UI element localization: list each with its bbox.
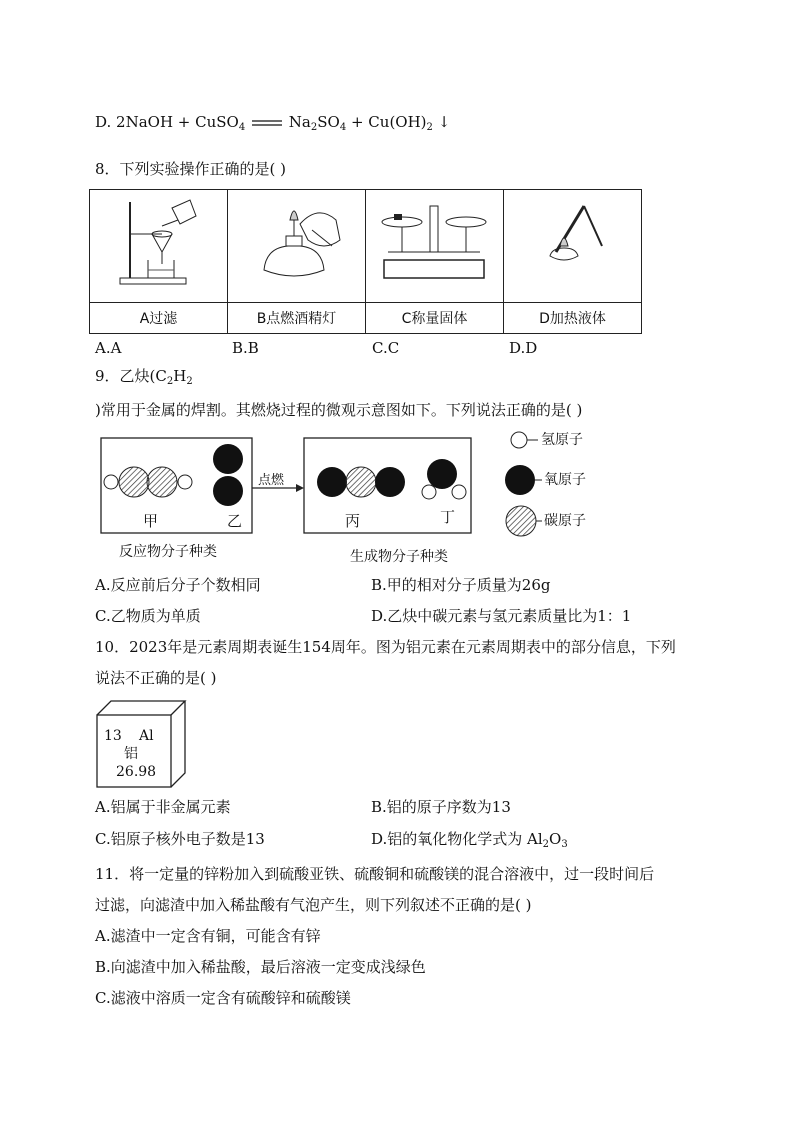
caption-d: D加热液体 (504, 303, 642, 334)
product-ding-label: 丁 (440, 508, 456, 526)
q11-stem-line2: 过滤，向滤渣中加入稀盐酸有气泡产生，则下列叙述不正确的是( ) (95, 896, 532, 914)
legend-oxygen: 氧原子 (544, 472, 586, 488)
formula-sub: 2 (542, 839, 550, 850)
stem-sub: 2 (186, 376, 193, 387)
precipitate-arrow: ↓ (437, 113, 451, 131)
q9-stem-line2: )常用于金属的焊割。其燃烧过程的微观示意图如下。下列说法正确的是( ) (95, 401, 583, 419)
stem-text: 9．乙炔(C (95, 367, 167, 385)
q10-option-c: C.铝原子核外电子数是13 (95, 830, 265, 848)
atomic-number: 13 (104, 728, 122, 744)
eq-rhs-a: Na (288, 113, 311, 131)
eq-rhs-b: + Cu(OH) (346, 113, 427, 131)
q10-stem-line1: 10．2023年是元素周期表诞生154周年。图为铝元素在元素周期表中的部分信息，下列 (95, 638, 676, 656)
q11-option-b: B.向滤渣中加入稀盐酸，最后溶液一定变成浅绿色 (95, 958, 426, 976)
caption-a: A过滤 (90, 303, 228, 334)
element-symbol: Al (139, 728, 154, 744)
eq-sub: 2 (310, 122, 318, 133)
q9-option-c: C.乙物质为单质 (95, 607, 201, 625)
q11-option-c: C.滤液中溶质一定含有硫酸锌和硫酸镁 (95, 989, 351, 1007)
q9-option-b: B.甲的相对分子质量为26g (371, 576, 551, 594)
stem-sub: 2 (166, 376, 174, 387)
eq-sub: 4 (339, 122, 347, 133)
q9-option-d: D.乙炔中碳元素与氢元素质量比为1：1 (371, 607, 632, 625)
q8-choice-d: D.D (509, 339, 538, 357)
q10-option-d (371, 829, 568, 855)
legend-hydrogen: 氢原子 (541, 432, 583, 448)
eq-lhs: 2NaOH + CuSO (116, 113, 239, 131)
q10-option-b: B.铝的原子序数为13 (371, 798, 511, 816)
option-label: D. (95, 113, 112, 131)
eq-sub: 2 (426, 122, 433, 133)
caption-b: B点燃酒精灯 (228, 303, 366, 334)
q8-choice-a: A.A (95, 339, 122, 357)
q8-stem: 8．下列实验操作正确的是( ) (95, 160, 287, 178)
eq-rhs-mid: SO (317, 113, 340, 131)
eq-sub: 4 (238, 122, 246, 133)
q8-choice-b: B.B (232, 339, 259, 357)
legend-carbon: 碳原子 (544, 513, 586, 529)
product-caption: 生成物分子种类 (350, 549, 448, 565)
q11-option-a: A.滤渣中一定含有铜，可能含有锌 (95, 927, 321, 945)
q10-stem-line2: 说法不正确的是( ) (95, 669, 217, 687)
reactant-jia-label: 甲 (143, 512, 159, 530)
combustion-microscopic-diagram (0, 0, 794, 560)
reactant-caption: 反应物分子种类 (119, 544, 217, 560)
q8-choice-c: C.C (372, 339, 400, 357)
option-text: D.铝的氧化物化学式为 Al (371, 830, 543, 848)
caption-c: C称量固体 (366, 303, 504, 334)
q10-option-a: A.铝属于非金属元素 (95, 798, 231, 816)
reactant-yi-label: 乙 (227, 512, 243, 530)
stem-text: H (173, 367, 187, 385)
element-name: 铝 (124, 746, 138, 762)
ignite-label: 点燃 (258, 473, 285, 488)
product-bing-label: 丙 (345, 512, 361, 530)
q9-option-a: A.反应前后分子个数相同 (95, 576, 261, 594)
atomic-mass: 26.98 (116, 764, 157, 780)
formula-sub: 3 (561, 839, 568, 850)
formula-mid: O (549, 830, 562, 848)
q11-stem-line1: 11．将一定量的锌粉加入到硫酸亚铁、硫酸铜和硫酸镁的混合溶液中，过一段时间后 (95, 865, 655, 883)
